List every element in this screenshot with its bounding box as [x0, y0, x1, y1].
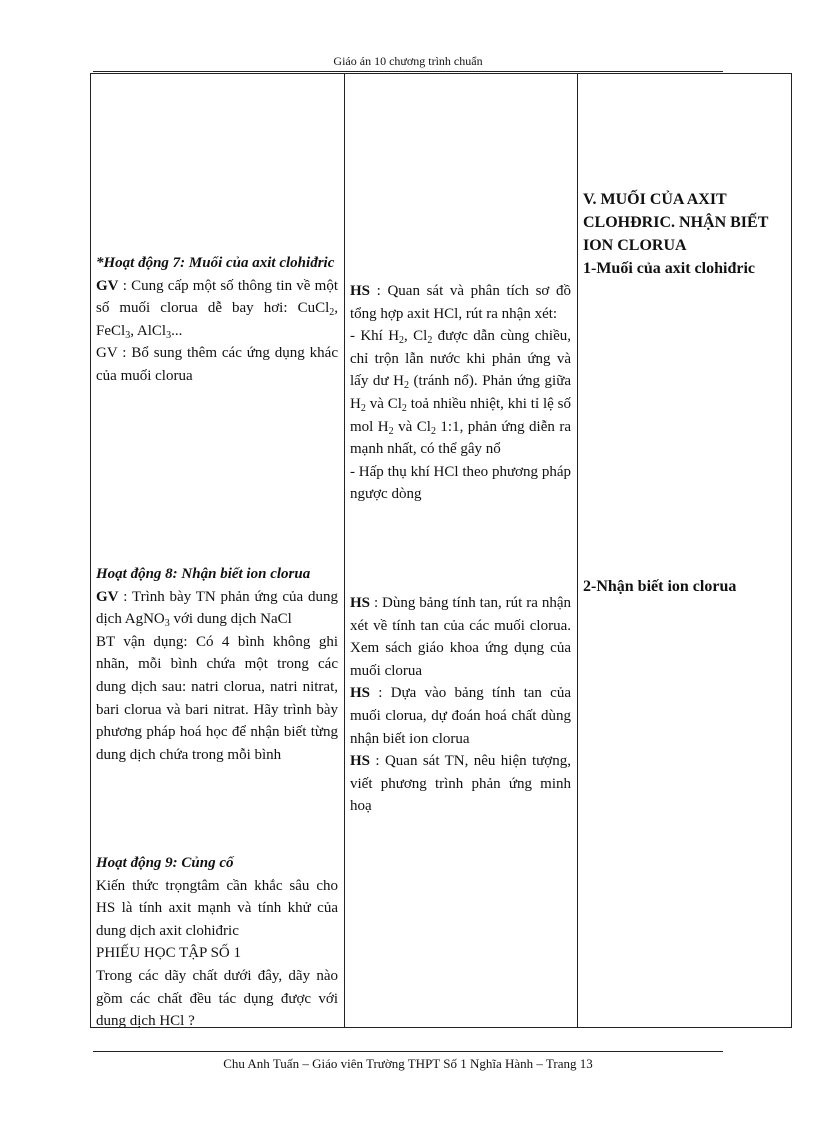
text-run: và Cl: [393, 418, 431, 435]
hs-label: HS: [350, 595, 371, 611]
activity-8-title: Hoạt động 8: Nhận biết ion clorua: [96, 566, 311, 582]
hs-text: : Quan sát và phân tích sơ đồ tổng hợp axit HCl, rút ra nhận xét:: [350, 283, 571, 322]
formula-alcl3: AlCl: [136, 322, 167, 339]
activity-7-block: [96, 252, 338, 388]
page-header: Giáo án 10 chương trình chuẩn: [333, 54, 483, 68]
subsection-2: 2-Nhận biết ion clorua: [583, 578, 737, 595]
text-run: được dẫn cùng chiều, chỉ trộn lẫn nước khi phản ứng và lấy dư H: [350, 328, 571, 390]
page-footer: Chu Anh Tuấn – Giáo viên Trường THPT Số 1 Nghĩa Hành – Trang 13: [223, 1056, 593, 1071]
subscript: 2: [401, 402, 407, 414]
ellipsis: ...: [171, 322, 183, 339]
hs-label: HS: [350, 685, 371, 702]
gv-text: : Trình bày TN phản ứng của dung dịch AgNO: [96, 588, 338, 628]
hs-note-1: [350, 325, 571, 461]
gv-label: GV: [96, 588, 119, 605]
activity-7-gv-supplement: GV : Bổ sung thêm các ứng dụng khác của muối clorua: [96, 345, 338, 384]
student-block-1: [350, 280, 571, 506]
hs-note-2: - Hấp thụ khí HCl theo phương pháp ngược dòng: [350, 463, 571, 503]
column-divider-2: [577, 74, 578, 1027]
subscript: 3: [166, 329, 172, 341]
subscript: 2: [360, 402, 366, 414]
hs-solubility: [350, 592, 571, 682]
hs-text: : Dùng bảng tính tan, rút ra nhận xét về tính tan của các muối clorua. Xem sách giáo khoa ứng dụng của muối clorua: [350, 595, 571, 679]
subscript: 3: [164, 618, 170, 630]
hs-label: HS: [350, 283, 371, 299]
content-block-1: [583, 188, 788, 280]
lesson-table: [90, 73, 792, 1028]
text-run: - Khí H: [350, 328, 400, 345]
hs-label: HS: [350, 753, 371, 770]
content-block-2: [583, 575, 788, 598]
gv-text: : Cung cấp một số thông tin về một số muối clorua dễ bay hơi:: [96, 277, 338, 317]
section-title: V. MUỐI CỦA AXIT CLOHĐRIC. NHẬN BIẾT ION CLORUA: [583, 191, 769, 254]
hs-experiment: [350, 750, 571, 818]
hs-observe: [350, 280, 571, 325]
formula-fecl3: FeCl: [96, 322, 126, 339]
student-block-2: [350, 592, 571, 818]
hs-predict: [350, 682, 571, 750]
gv-text: với dung dịch NaCl: [169, 611, 292, 628]
subscript: 2: [388, 425, 394, 437]
header-rule: [93, 71, 723, 72]
hs-text: : Dựa vào bảng tính tan của muối clorua, dự đoán hoá chất dùng nhận biết ion clorua: [350, 685, 571, 747]
separator: ,: [334, 300, 338, 317]
worksheet-title: PHIẾU HỌC TẬP SỐ 1: [96, 945, 242, 962]
text-run: toả nhiều nhiệt, khi tỉ lệ số mol H: [350, 395, 571, 435]
activity-9-text: Kiến thức trọngtâm cần khắc sâu cho HS là tính axit mạnh và tính khử của dung dịch axit clohiđric: [96, 877, 338, 939]
hs-text: : Quan sát TN, nêu hiện tượng, viết phương trình phản ứng minh hoạ: [350, 753, 571, 815]
activity-8-exercise: BT vận dụng: Có 4 bình không ghi nhãn, mỗi bình chứa một trong các dung dịch sau: natri clorua, natri nitrat, bari clorua và bari nitrat. Hãy trình bày phương pháp hoá học để nhận biết từng dung dịch chứa trong mỗi bình: [96, 633, 338, 763]
subsection-1: 1-Muối của axit clohiđric: [583, 260, 755, 277]
text-run: 1:1, phản ứng diễn ra mạnh nhất, có thể gây nổ: [350, 418, 571, 458]
worksheet-question: Trong các dãy chất dưới đây, dãy nào gồm các chất đều tác dụng được với dung dịch HCl ?: [96, 967, 338, 1030]
subscript: 3: [125, 329, 131, 341]
text-run: (tránh nổ). Phản ứng giữa H: [350, 373, 571, 412]
activity-7-gv-info: [96, 275, 338, 343]
subscript: 2: [403, 380, 409, 392]
subscript: 2: [399, 335, 405, 347]
column-divider-1: [344, 74, 345, 1027]
formula-cucl2: CuCl: [297, 300, 330, 317]
gv-label: GV: [96, 277, 119, 294]
activity-7-title: *Hoạt động 7: Muối của axit clohiđric: [96, 255, 335, 271]
activity-8-gv: [96, 586, 338, 631]
footer-rule: [93, 1051, 723, 1052]
separator: ,: [130, 322, 137, 339]
subscript: 2: [430, 425, 436, 437]
subscript: 2: [427, 335, 433, 347]
text-run: , Cl: [404, 328, 428, 345]
activity-9-title: Hoạt động 9: Củng cố: [96, 855, 234, 871]
activity-9-block: [96, 852, 338, 1033]
text-run: và Cl: [365, 395, 402, 412]
subscript: 2: [329, 307, 335, 319]
activity-8-block: [96, 563, 338, 766]
